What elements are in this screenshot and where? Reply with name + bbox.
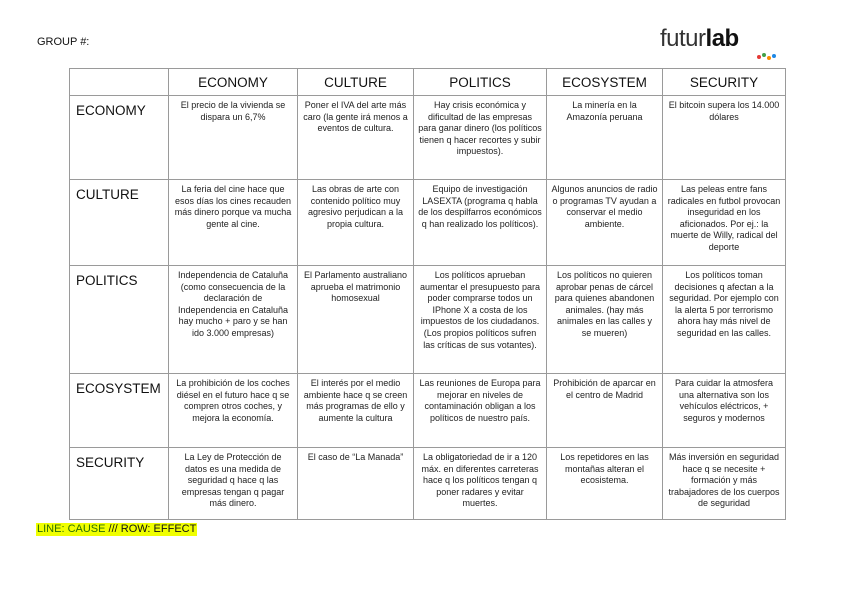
table-cell: Algunos anuncios de radio o programas TV ayudan a conservar el medio ambiente. xyxy=(547,180,663,266)
column-header: CULTURE xyxy=(298,69,414,96)
logo-dot xyxy=(767,56,771,60)
header-row xyxy=(70,69,786,96)
table-row xyxy=(70,96,786,180)
column-header: POLITICS xyxy=(414,69,547,96)
cause-effect-matrix xyxy=(69,68,786,520)
legend-cause: LINE: CAUSE xyxy=(37,523,106,535)
table-cell: Los políticos aprueban aumentar el presupuesto para poder comprarse todos un IPhone X a costa de los impuestos de los ciudadanos. (Los propios políticos sufren las críticas de sus votantes). xyxy=(414,266,547,374)
table-cell: Los políticos toman decisiones q afectan a la seguridad. Por ejemplo con la alerta 5 por terrorismo ahora hay más nivel de seguridad en las calles. xyxy=(663,266,786,374)
table-cell: Equipo de investigación LASEXTA (programa q habla de los despilfarros económicos q han realizado los políticos). xyxy=(414,180,547,266)
table-row xyxy=(70,374,786,448)
corner-cell xyxy=(70,69,169,96)
table-cell: Poner el IVA del arte más caro (la gente irá menos a eventos de cultura. xyxy=(298,96,414,180)
row-header: ECONOMY xyxy=(70,96,169,180)
table-cell: Las obras de arte con contenido político muy agresivo perjudican a la propia cultura. xyxy=(298,180,414,266)
table-cell: Los repetidores en las montañas alteran el ecosistema. xyxy=(547,448,663,520)
table-cell: El interés por el medio ambiente hace q se creen más programas de ello y aumente la cultura xyxy=(298,374,414,448)
table-cell: Prohibición de aparcar en el centro de Madrid xyxy=(547,374,663,448)
table-cell: La feria del cine hace que esos días los cines recauden más dinero porque va mucha gente al cine. xyxy=(169,180,298,266)
logo-dots-icon xyxy=(757,53,779,61)
table-row xyxy=(70,448,786,520)
table-cell: Hay crisis económica y dificultad de las empresas para ganar dinero (los políticos tienen q hacer recortes y subir impuestos). xyxy=(414,96,547,180)
row-header: SECURITY xyxy=(70,448,169,520)
column-header: ECONOMY xyxy=(169,69,298,96)
logo-text-light: futur xyxy=(660,25,706,52)
table-row xyxy=(70,180,786,266)
table-cell: El caso de “La Manada” xyxy=(298,448,414,520)
column-header: SECURITY xyxy=(663,69,786,96)
row-header: CULTURE xyxy=(70,180,169,266)
table-cell: Más inversión en seguridad hace q se necesite + formación y más trabajadores de los cuerpos de seguridad xyxy=(663,448,786,520)
row-header: ECOSYSTEM xyxy=(70,374,169,448)
table-cell: Los políticos no quieren aprobar penas de cárcel para quienes abandonen animales. (hay más animales en las calles y se mueren) xyxy=(547,266,663,374)
logo-text-bold: lab xyxy=(705,25,739,52)
table-cell: El precio de la vivienda se dispara un 6,7% xyxy=(169,96,298,180)
table-cell: La Ley de Protección de datos es una medida de seguridad q hace q las empresas tengan q pagar más dinero. xyxy=(169,448,298,520)
logo-dot xyxy=(772,54,776,58)
cause-effect-legend xyxy=(36,523,197,536)
table-cell: La obligatoriedad de ir a 120 máx. en diferentes carreteras hace q los políticos tengan q poner radares y evitar muertes. xyxy=(414,448,547,520)
table-cell: Para cuidar la atmosfera una alternativa son los vehículos eléctricos, + seguros y modernos xyxy=(663,374,786,448)
table-cell: La minería en la Amazonía peruana xyxy=(547,96,663,180)
table-row xyxy=(70,266,786,374)
table-cell: La prohibición de los coches diésel en el futuro hace q se compren otros coches, y mejora la economía. xyxy=(169,374,298,448)
futurlab-logo xyxy=(660,27,739,51)
group-number-label: GROUP #: xyxy=(37,36,90,48)
logo-dot xyxy=(757,55,761,59)
legend-separator: /// xyxy=(105,523,121,535)
table-cell: El Parlamento australiano aprueba el matrimonio homosexual xyxy=(298,266,414,374)
table-cell: Las reuniones de Europa para mejorar en niveles de contaminación obligan a los políticos de nuestro país. xyxy=(414,374,547,448)
table-cell: El bitcoin supera los 14.000 dólares xyxy=(663,96,786,180)
table-cell: Independencia de Cataluña (como consecuencia de la declaración de Independencia en Cataluña hay mucho + paro y se han ido 3.000 empresas) xyxy=(169,266,298,374)
table-cell: Las peleas entre fans radicales en futbol provocan inseguridad en los aficionados. Por ej.: la muerte de Willy, radical del deporte xyxy=(663,180,786,266)
row-header: POLITICS xyxy=(70,266,169,374)
column-header: ECOSYSTEM xyxy=(547,69,663,96)
legend-effect: ROW: EFFECT xyxy=(120,523,197,535)
logo-dot xyxy=(762,53,766,57)
